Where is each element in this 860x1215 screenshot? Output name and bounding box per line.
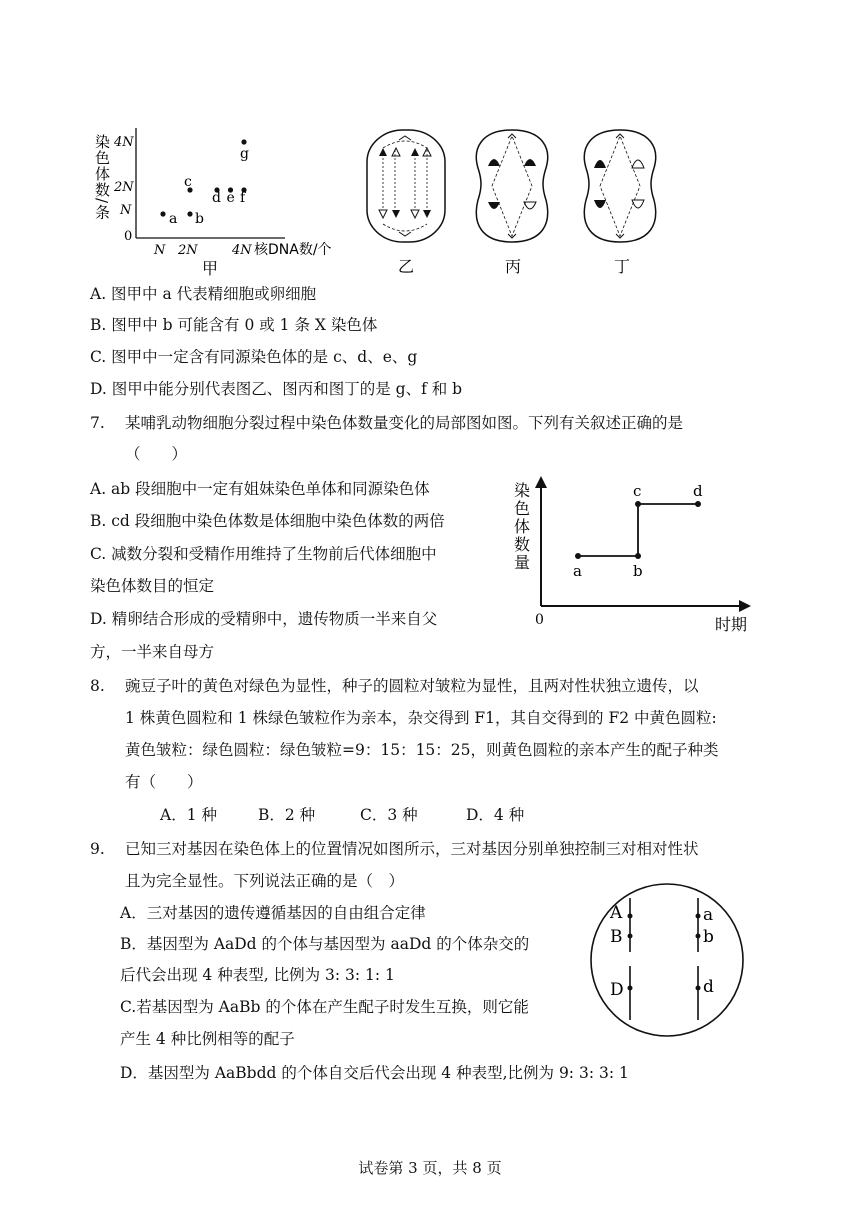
- cell-caption-ding: 丁: [614, 257, 631, 276]
- jia-point-label-b: b: [195, 211, 204, 227]
- cell-bing: [476, 130, 547, 242]
- q9-gene-a: a: [703, 905, 714, 925]
- jia-point-label-g: g: [240, 146, 249, 162]
- q7-option-b: B. cd 段细胞中染色体数是体细胞中染色体数的两倍: [90, 512, 445, 530]
- q9-number: 9.: [90, 840, 105, 858]
- jia-point-b: [187, 211, 192, 216]
- q6-option-a: A. 图甲中 a 代表精细胞或卵细胞: [90, 285, 317, 303]
- jia-xlabel: 核DNA数/个: [254, 242, 332, 258]
- q8-line-2: 1 株黄色圆粒和 1 株绿色皱粒作为亲本，杂交得到 F1，其自交得到的 F2 中黄色圆粒:: [125, 709, 717, 727]
- q8-line-4: 有（ ）: [125, 773, 203, 791]
- jia-ytick-2n: 2N: [114, 180, 134, 195]
- q7-graph-ylabel: 染色体数量: [511, 482, 531, 572]
- q9-option-b-cont: 后代会出现 4 种表型, 比例为 3: 3: 1: 1: [120, 966, 395, 984]
- q9-line-1: 已知三对基因在染色体上的位置情况如图所示，三对基因分别单独控制三对相对性状: [125, 840, 699, 858]
- q9-gene-d: d: [703, 977, 714, 997]
- q9-option-c: C.若基因型为 AaBb 的个体在产生配子时发生互换，则它能: [120, 998, 529, 1016]
- jia-point-label-c: c: [184, 174, 192, 190]
- jia-xtick-n: N: [154, 243, 166, 258]
- q7-graph-xlabel: 时期: [715, 615, 748, 634]
- cell-caption-yi: 乙: [398, 257, 415, 276]
- jia-point-label-f: f: [240, 190, 246, 206]
- cell-yi: [367, 130, 445, 242]
- q7-option-d: D. 精卵结合形成的受精卵中，遗传物质一半来自父: [90, 610, 438, 628]
- q9-option-c-cont: 产生 4 种比例相等的配子: [120, 1030, 295, 1048]
- jia-point-a: [160, 211, 165, 216]
- q9-option-d: D．基因型为 AaBbdd 的个体自交后代会出现 4 种表型,比例为 9: 3: 3: 1: [120, 1064, 629, 1082]
- jia-caption: 甲: [202, 259, 219, 278]
- jia-ytick-0: 0: [124, 229, 133, 244]
- cell-caption-bing: 丙: [505, 257, 522, 276]
- q7-option-c-cont: 染色体数目的恒定: [90, 577, 215, 595]
- cell-figures: [360, 126, 680, 281]
- figure-jia-scatter: [80, 120, 360, 280]
- jia-xtick-4n: 4N: [232, 243, 252, 258]
- q7-paren: （ ）: [125, 445, 188, 463]
- q8-line-3: 黄色皱粒：绿色圆粒：绿色皱粒=9：15：15：25，则黄色圆粒的亲本产生的配子种类: [125, 741, 719, 759]
- q7-stem: 某哺乳动物细胞分裂过程中染色体数量变化的局部图如图。下列有关叙述正确的是: [125, 414, 684, 432]
- q8-option-d: D．4 种: [466, 806, 525, 824]
- jia-point-label-a: a: [169, 211, 178, 227]
- q8-line-1: 豌豆子叶的黄色对绿色为显性，种子的圆粒对皱粒为显性，且两对性状独立遗传，以: [125, 677, 699, 695]
- q8-option-a: A．1 种: [160, 806, 217, 824]
- q9-gene-b: b: [703, 927, 714, 947]
- q7-point-c: c: [633, 482, 642, 500]
- q7-step-graph: [505, 474, 765, 639]
- jia-xtick-2n: 2N: [178, 243, 198, 258]
- jia-ytick-4n: 4N: [114, 135, 134, 150]
- q8-option-b: B．2 种: [258, 806, 316, 824]
- q7-number: 7.: [90, 414, 105, 432]
- q7-option-a: A. ab 段细胞中一定有姐妹染色单体和同源染色体: [90, 480, 430, 498]
- jia-ytick-n: N: [120, 203, 132, 218]
- q6-option-b: B. 图甲中 b 可能含有 0 或 1 条 X 染色体: [90, 316, 378, 334]
- q9-gene-B: B: [610, 927, 623, 947]
- q8-number: 8.: [90, 677, 105, 695]
- q7-graph-origin: 0: [535, 612, 544, 628]
- q9-gene-diagram: [582, 880, 752, 1040]
- q6-option-d: D. 图甲中能分别代表图乙、图丙和图丁的是 g、f 和 b: [90, 380, 463, 398]
- q9-option-a: A．三对基因的遗传遵循基因的自由组合定律: [120, 904, 426, 922]
- q7-option-d-cont: 方，一半来自母方: [90, 643, 215, 661]
- q8-option-c: C．3 种: [360, 806, 418, 824]
- q6-option-c: C. 图甲中一定含有同源染色体的是 c、d、e、g: [90, 348, 418, 366]
- q7-point-b: b: [633, 562, 643, 580]
- cell-ding: [584, 130, 655, 242]
- q9-gene-A: A: [610, 903, 623, 923]
- q7-point-a: a: [573, 562, 582, 580]
- jia-point-label-d: d: [212, 190, 221, 206]
- q9-line-2: 且为完全显性。下列说法正确的是（ ）: [125, 872, 405, 890]
- jia-point-g: [241, 139, 246, 144]
- q7-option-c: C. 减数分裂和受精作用维持了生物前后代体细胞中: [90, 545, 437, 563]
- jia-ylabel: 染色体数/条: [93, 134, 111, 221]
- q9-option-b: B．基因型为 AaDd 的个体与基因型为 aaDd 的个体杂交的: [120, 935, 530, 953]
- page-footer: 试卷第 3 页，共 8 页: [358, 1159, 502, 1177]
- q7-point-d: d: [693, 482, 703, 500]
- jia-point-label-e: e: [226, 190, 235, 206]
- q9-gene-D: D: [610, 980, 624, 1000]
